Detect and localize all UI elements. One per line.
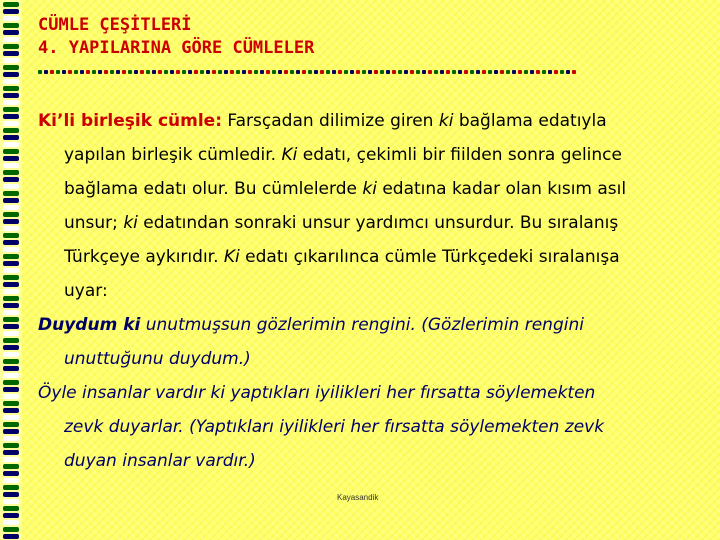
border-stripe bbox=[3, 72, 19, 77]
rule-dot bbox=[320, 70, 324, 74]
rule-dot bbox=[338, 70, 342, 74]
title-line-1: CÜMLE ÇEŞİTLERİ bbox=[38, 15, 192, 35]
border-stripe bbox=[3, 2, 19, 7]
border-stripe bbox=[3, 303, 19, 308]
example-1-line-2: unuttuğunu duydum.) bbox=[64, 349, 251, 369]
border-stripe bbox=[3, 317, 19, 322]
example-2-line-1: Öyle insanlar vardır ki yaptıkları iyilikleri her fırsatta söylemekten bbox=[38, 383, 596, 403]
rule-dot bbox=[428, 70, 432, 74]
definition-text-1a: Farsçadan dilimize giren bbox=[222, 111, 439, 131]
rule-dot bbox=[422, 70, 426, 74]
rule-dot bbox=[266, 70, 270, 74]
slide-content bbox=[38, 104, 688, 478]
border-stripe bbox=[3, 345, 19, 350]
border-stripe bbox=[3, 534, 19, 539]
border-stripe bbox=[3, 212, 19, 217]
border-stripe bbox=[3, 226, 19, 231]
example-2-line-2 bbox=[38, 410, 688, 444]
rule-dot bbox=[560, 70, 564, 74]
rule-dot bbox=[476, 70, 480, 74]
definition-text-4b: edatından sonraki unsur yardımcı unsurdur. Bu sıralanış bbox=[137, 213, 619, 233]
definition-line-2 bbox=[38, 138, 688, 172]
slide-title bbox=[38, 14, 598, 60]
definition-line-5 bbox=[38, 240, 688, 274]
rule-dot bbox=[440, 70, 444, 74]
rule-dot bbox=[86, 70, 90, 74]
rule-dot bbox=[230, 70, 234, 74]
border-stripe bbox=[3, 457, 19, 462]
border-stripe bbox=[3, 401, 19, 406]
rule-dot bbox=[344, 70, 348, 74]
rule-dot bbox=[254, 70, 258, 74]
border-stripe bbox=[3, 149, 19, 154]
rule-dot bbox=[518, 70, 522, 74]
border-stripe bbox=[3, 520, 19, 525]
rule-dot bbox=[356, 70, 360, 74]
rule-dot bbox=[146, 70, 150, 74]
border-stripe bbox=[3, 408, 19, 413]
border-stripe bbox=[3, 422, 19, 427]
rule-dot bbox=[296, 70, 300, 74]
border-stripe bbox=[3, 324, 19, 329]
border-stripe bbox=[3, 37, 19, 42]
border-stripe bbox=[3, 135, 19, 140]
rule-dot bbox=[104, 70, 108, 74]
example-2-line-3: duyan insanlar vardır.) bbox=[64, 451, 256, 471]
rule-dot bbox=[524, 70, 528, 74]
rule-dot bbox=[80, 70, 84, 74]
border-stripe bbox=[3, 65, 19, 70]
border-stripe bbox=[3, 254, 19, 259]
border-stripe bbox=[3, 93, 19, 98]
rule-dot bbox=[548, 70, 552, 74]
rule-dot bbox=[554, 70, 558, 74]
border-stripe bbox=[3, 219, 19, 224]
rule-dot bbox=[374, 70, 378, 74]
definition-line-6: uyar: bbox=[64, 281, 108, 301]
rule-dot bbox=[44, 70, 48, 74]
definition-text-5b: edatı çıkarılınca cümle Türkçedeki sıralanışa bbox=[239, 247, 620, 267]
example-1-text: unutmuşsun gözlerimin rengini. (Gözlerimin rengini bbox=[140, 315, 584, 335]
rule-dot bbox=[452, 70, 456, 74]
definition-colon: : bbox=[215, 111, 223, 131]
border-stripe bbox=[3, 268, 19, 273]
border-stripe bbox=[3, 513, 19, 518]
border-stripe bbox=[3, 478, 19, 483]
border-stripe bbox=[3, 387, 19, 392]
rule-dot bbox=[68, 70, 72, 74]
rule-dot bbox=[56, 70, 60, 74]
border-stripe bbox=[3, 471, 19, 476]
rule-dot bbox=[278, 70, 282, 74]
definition-text-3b: edatına kadar olan kısım asıl bbox=[376, 179, 627, 199]
border-stripe bbox=[3, 114, 19, 119]
rule-dot bbox=[38, 70, 42, 74]
rule-dot bbox=[164, 70, 168, 74]
border-stripe bbox=[3, 30, 19, 35]
footer-credit: Kayasandik bbox=[337, 493, 379, 502]
border-stripe bbox=[3, 247, 19, 252]
border-stripe bbox=[3, 450, 19, 455]
border-stripe bbox=[3, 23, 19, 28]
rule-dot bbox=[98, 70, 102, 74]
rule-dot bbox=[188, 70, 192, 74]
border-stripe bbox=[3, 191, 19, 196]
example-2-text-a: zevk duyarlar. bbox=[64, 417, 184, 437]
rule-dot bbox=[152, 70, 156, 74]
definition-line-1 bbox=[38, 104, 688, 138]
border-stripe bbox=[3, 415, 19, 420]
rule-dot bbox=[470, 70, 474, 74]
rule-dot bbox=[446, 70, 450, 74]
rule-dot bbox=[272, 70, 276, 74]
rule-dot bbox=[116, 70, 120, 74]
rule-dot bbox=[200, 70, 204, 74]
border-stripe bbox=[3, 485, 19, 490]
border-stripe bbox=[3, 310, 19, 315]
rule-dot bbox=[140, 70, 144, 74]
rule-dot bbox=[488, 70, 492, 74]
rule-dot bbox=[182, 70, 186, 74]
border-stripe bbox=[3, 170, 19, 175]
example-1 bbox=[38, 308, 688, 376]
definition-line-4 bbox=[38, 206, 688, 240]
rule-dot bbox=[314, 70, 318, 74]
rule-dot bbox=[464, 70, 468, 74]
example-1-keyword: Duydum ki bbox=[38, 315, 141, 335]
example-2 bbox=[38, 376, 688, 478]
rule-dot bbox=[158, 70, 162, 74]
rule-dot bbox=[368, 70, 372, 74]
definition-text-1b: bağlama edatıyla bbox=[453, 111, 607, 131]
border-stripe bbox=[3, 359, 19, 364]
rule-dot bbox=[206, 70, 210, 74]
rule-dot bbox=[224, 70, 228, 74]
border-stripe bbox=[3, 296, 19, 301]
rule-dot bbox=[434, 70, 438, 74]
border-stripe bbox=[3, 184, 19, 189]
border-stripe bbox=[3, 44, 19, 49]
definition-paragraph bbox=[38, 104, 688, 308]
border-stripe bbox=[3, 443, 19, 448]
rule-dot bbox=[362, 70, 366, 74]
example-2-text-b: (Yaptıkları iyilikleri her fırsatta söylemekten zevk bbox=[183, 417, 605, 437]
rule-dot bbox=[302, 70, 306, 74]
rule-dot bbox=[506, 70, 510, 74]
rule-dot bbox=[176, 70, 180, 74]
rule-dot bbox=[536, 70, 540, 74]
rule-dot bbox=[62, 70, 66, 74]
example-1-line-1 bbox=[38, 308, 688, 342]
rule-dot bbox=[326, 70, 330, 74]
title-underline-dots bbox=[38, 70, 578, 78]
border-stripe bbox=[3, 233, 19, 238]
border-stripe bbox=[3, 58, 19, 63]
ki-word: Ki bbox=[223, 247, 240, 267]
rule-dot bbox=[248, 70, 252, 74]
rule-dot bbox=[260, 70, 264, 74]
definition-text-5a: Türkçeye aykırıdır. bbox=[64, 247, 224, 267]
definition-text-3a: bağlama edatı olur. Bu cümlelerde bbox=[64, 179, 363, 199]
definition-term: Ki’li birleşik cümle bbox=[38, 111, 216, 131]
border-stripe bbox=[3, 527, 19, 532]
definition-line-3 bbox=[38, 172, 688, 206]
border-stripe bbox=[3, 9, 19, 14]
border-stripe bbox=[3, 100, 19, 105]
rule-dot bbox=[308, 70, 312, 74]
border-stripe bbox=[3, 380, 19, 385]
border-stripe bbox=[3, 163, 19, 168]
ki-word: ki bbox=[362, 179, 377, 199]
rule-dot bbox=[74, 70, 78, 74]
rule-dot bbox=[332, 70, 336, 74]
rule-dot bbox=[494, 70, 498, 74]
rule-dot bbox=[404, 70, 408, 74]
border-stripe bbox=[3, 121, 19, 126]
border-stripe bbox=[3, 79, 19, 84]
rule-dot bbox=[110, 70, 114, 74]
border-stripe bbox=[3, 331, 19, 336]
border-stripe bbox=[3, 275, 19, 280]
rule-dot bbox=[290, 70, 294, 74]
border-stripe bbox=[3, 394, 19, 399]
rule-dot bbox=[542, 70, 546, 74]
border-stripe bbox=[3, 506, 19, 511]
border-stripe bbox=[3, 51, 19, 56]
rule-dot bbox=[530, 70, 534, 74]
border-stripe bbox=[3, 373, 19, 378]
rule-dot bbox=[386, 70, 390, 74]
border-stripe bbox=[3, 338, 19, 343]
border-stripe bbox=[3, 86, 19, 91]
border-stripe bbox=[3, 198, 19, 203]
border-stripe bbox=[3, 492, 19, 497]
rule-dot bbox=[284, 70, 288, 74]
rule-dot bbox=[398, 70, 402, 74]
rule-dot bbox=[170, 70, 174, 74]
border-stripe bbox=[3, 177, 19, 182]
rule-dot bbox=[194, 70, 198, 74]
rule-dot bbox=[416, 70, 420, 74]
border-stripe bbox=[3, 142, 19, 147]
rule-dot bbox=[566, 70, 570, 74]
border-stripe bbox=[3, 156, 19, 161]
border-stripe bbox=[3, 289, 19, 294]
rule-dot bbox=[482, 70, 486, 74]
border-stripe bbox=[3, 240, 19, 245]
rule-dot bbox=[458, 70, 462, 74]
rule-dot bbox=[218, 70, 222, 74]
rule-dot bbox=[50, 70, 54, 74]
definition-text-2b: edatı, çekimli bir fiilden sonra gelince bbox=[297, 145, 622, 165]
border-stripe bbox=[3, 107, 19, 112]
rule-dot bbox=[500, 70, 504, 74]
border-stripe bbox=[3, 464, 19, 469]
border-stripe bbox=[3, 282, 19, 287]
border-stripe bbox=[3, 128, 19, 133]
rule-dot bbox=[380, 70, 384, 74]
ki-word: Ki bbox=[281, 145, 298, 165]
border-stripe bbox=[3, 429, 19, 434]
rule-dot bbox=[350, 70, 354, 74]
left-decorative-border bbox=[0, 0, 22, 540]
rule-dot bbox=[392, 70, 396, 74]
border-stripe bbox=[3, 366, 19, 371]
rule-dot bbox=[242, 70, 246, 74]
rule-dot bbox=[134, 70, 138, 74]
border-stripe bbox=[3, 261, 19, 266]
ki-word: ki bbox=[438, 111, 454, 131]
definition-text-2a: yapılan birleşik cümledir. bbox=[64, 145, 282, 165]
border-stripe bbox=[3, 205, 19, 210]
border-stripe bbox=[3, 352, 19, 357]
rule-dot bbox=[410, 70, 414, 74]
definition-text-4a: unsur; bbox=[64, 213, 124, 233]
rule-dot bbox=[236, 70, 240, 74]
title-line-2: 4. YAPILARINA GÖRE CÜMLELER bbox=[38, 38, 315, 58]
rule-dot bbox=[512, 70, 516, 74]
rule-dot bbox=[122, 70, 126, 74]
rule-dot bbox=[92, 70, 96, 74]
ki-word: ki bbox=[123, 213, 138, 233]
rule-dot bbox=[128, 70, 132, 74]
rule-dot bbox=[212, 70, 216, 74]
border-stripe bbox=[3, 16, 19, 21]
border-stripe bbox=[3, 436, 19, 441]
border-stripe bbox=[3, 499, 19, 504]
rule-dot bbox=[572, 70, 576, 74]
